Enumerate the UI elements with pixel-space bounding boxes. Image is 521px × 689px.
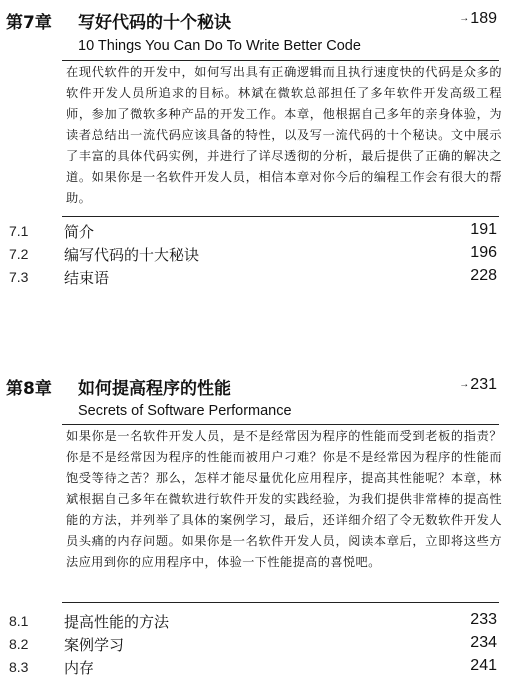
chapter-number: 第7章 [6,13,52,33]
page-arrow-icon: → [459,379,470,390]
section-title: 内存 [64,659,95,677]
divider [62,424,499,425]
section-number: 7.2 [9,246,29,262]
section-page: 228 [470,267,497,284]
english-title: 10 Things You Can Do To Write Better Code [78,38,361,54]
chapter-page-number: 189 [470,10,497,27]
section-title: 结束语 [64,269,110,287]
chapter-page [459,376,497,394]
chapter-page-number: 231 [470,376,497,393]
chapter-7 [0,8,521,287]
divider [62,216,499,217]
chapter-number: 第8章 [6,379,52,399]
chapter-page [459,10,497,28]
chapter-heading [0,8,521,34]
section-page: 191 [470,221,497,238]
chapter-title: 如何提高程序的性能 [78,379,231,399]
section-number: 8.3 [9,659,29,675]
divider [62,60,499,61]
toc-row[interactable] [0,266,521,289]
section-number: 7.3 [9,269,29,285]
section-page: 233 [470,611,497,628]
section-number: 7.1 [9,223,29,239]
toc-row[interactable] [0,656,521,679]
chapter-8 [0,374,521,677]
chapter-title: 写好代码的十个秘诀 [78,13,231,33]
section-list [0,220,521,289]
chapter-abstract: 如果你是一名软件开发人员，是不是经常因为程序的性能而受到老板的指责？你是不是经常因为程序的性能而被用户刁难？你是不是经常因为程序的性能而饱受等待之苦？那么，怎样才能尽量优化应用程序，提高其性能呢？本章，林斌根据自己多年在微软进行软件开发的实践经验，为我们提供非常棒的提高性能的方法，并列举了具体的案例学习，最后，还详细介绍了令无数软件开发人员头痛的内存问题。如果你是一名软件开发人员，阅读本章后，立即将这些方法应用到你的应用程序中，体验一下性能提高的喜悦吧。 [66,429,502,569]
section-number: 8.1 [9,613,29,629]
english-title: Secrets of Software Performance [78,403,292,419]
section-number: 8.2 [9,636,29,652]
divider [62,602,499,603]
section-page: 241 [470,657,497,674]
section-title: 简介 [64,223,95,241]
toc-row[interactable] [0,610,521,633]
section-title: 案例学习 [64,636,125,654]
toc-row[interactable] [0,633,521,656]
section-list [0,610,521,679]
section-page: 196 [470,244,497,261]
chapter-abstract: 在现代软件的开发中，如何写出具有正确逻辑而且执行速度快的代码是众多的软件开发人员所追求的目标。林斌在微软总部担任了多年软件开发高级工程师，参加了微软多种产品的开发工作。本章，他根据自己多年的亲身体验，为读者总结出一流代码应该具备的特性，以及写一流代码的十个秘诀。文中展示了丰富的具体代码实例，并进行了详尽透彻的分析，最后提供了正确的解决之道。如果你是一名软件开发人员，相信本章对你今后的编程工作会有很大的帮助。 [66,65,502,205]
section-title: 提高性能的方法 [64,613,170,631]
page-arrow-icon: → [459,13,470,24]
chapter-heading [0,374,521,400]
toc-row[interactable] [0,220,521,243]
section-page: 234 [470,634,497,651]
section-title: 编写代码的十大秘诀 [64,246,200,264]
toc-row[interactable] [0,243,521,266]
